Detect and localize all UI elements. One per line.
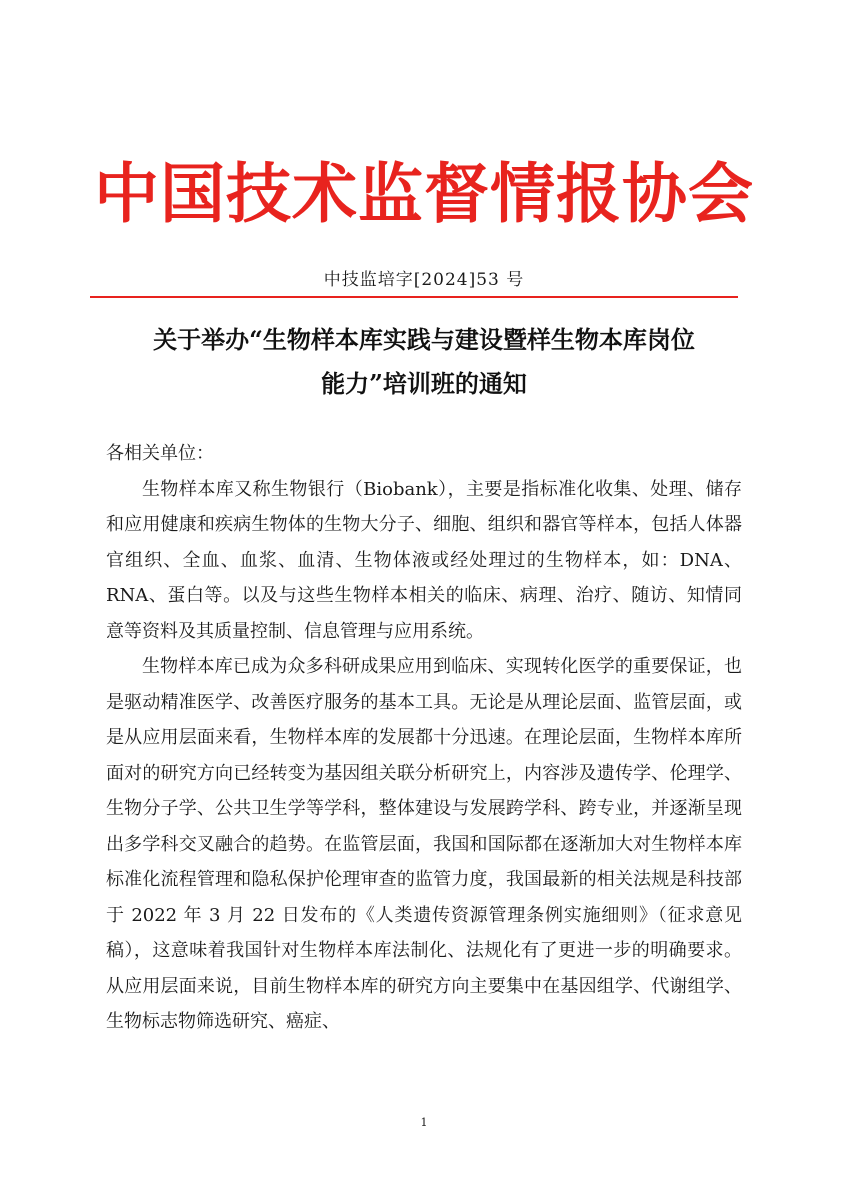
document-number: 中技监培字[2024]53 号 — [323, 270, 525, 290]
body-paragraph-1: 生物样本库又称生物银行（Biobank），主要是指标准化收集、处理、储存和应用健康和疾病生物体的生物大分子、细胞、组织和器官等样本，包括人体器官组织、全血、血浆、血清、生物体液或经处理过的生物样本，如：DNA、RNA、蛋白等。以及与这些生物样本相关的临床、病理、治疗、随访、知情同意等资料及其质量控制、信息管理与应用系统。 — [106, 478, 742, 642]
notice-title-line-1: 关于举办“生物样本库实践与建设暨样生物本库岗位 — [153, 325, 695, 354]
body-paragraph-2: 生物样本库已成为众多科研成果应用到临床、实现转化医学的重要保证，也是驱动精准医学、改善医疗服务的基本工具。无论是从理论层面、监管层面，或是从应用层面来看，生物样本库的发展都十分迅速。在理论层面，生物样本库所面对的研究方向已经转变为基因组关联分析研究上，内容涉及遗传学、伦理学、生物分子学、公共卫生学等学科，整体建设与发展跨学科、跨专业，并逐渐呈现出多学科交叉融合的趋势。在监管层面，我国和国际都在逐渐加大对生物样本库标准化流程管理和隐私保护伦理审查的监管力度，我国最新的相关法规是科技部于 2022 年 3 月 22 日发布的《人类遗传资源管理条例实施细则》（征求意见稿），这意味着我国针对生物样本库法制化、法规化有了更进一步的明确要求。从应用层面来说，目前生物样本库的研究方向主要集中在基因组学、代谢组学、生物标志物筛选研究、癌症、 — [106, 656, 742, 1032]
red-divider-line — [90, 296, 738, 298]
notice-title-line-2: 能力”培训班的通知 — [321, 369, 527, 398]
notice-body — [106, 436, 742, 1040]
notice-title — [110, 318, 738, 406]
organization-title: 中国技术监督情报协会 — [93, 156, 754, 232]
salutation: 各相关单位： — [106, 443, 214, 464]
page-number: 1 — [420, 1116, 428, 1129]
